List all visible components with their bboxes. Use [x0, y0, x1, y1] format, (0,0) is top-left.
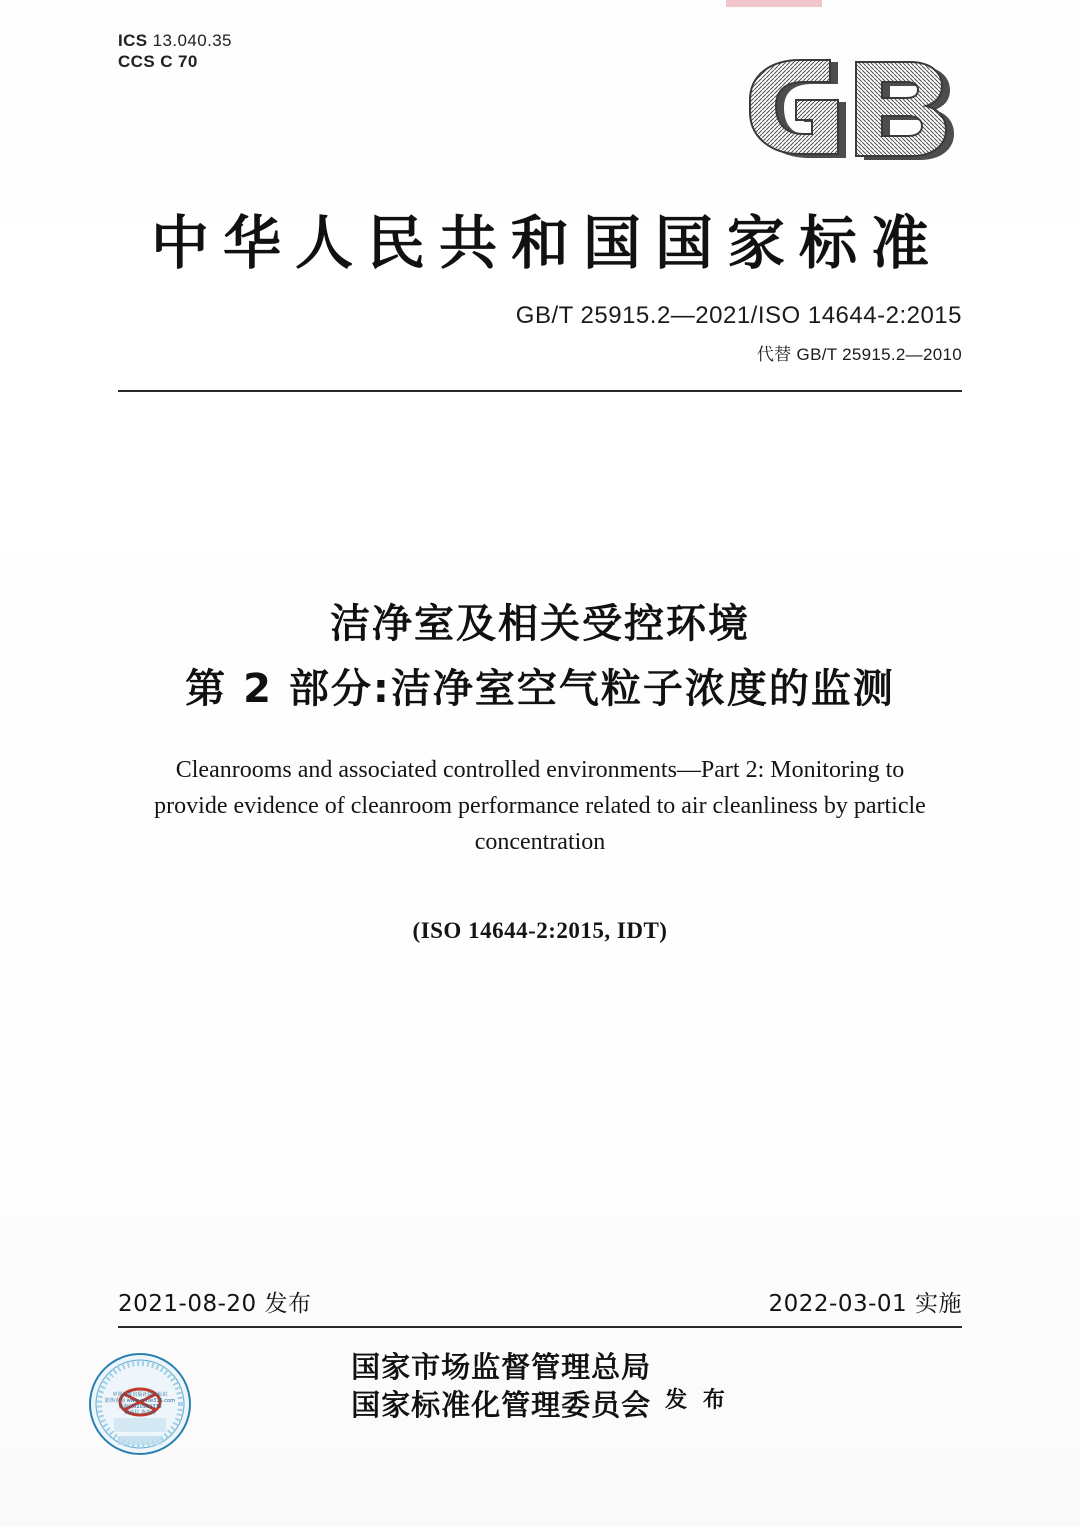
scan-artifact: [726, 0, 822, 7]
ccs-label: CCS: [118, 52, 156, 71]
ccs-value: C 70: [160, 52, 198, 71]
issuer-line2: 国家标准化管理委员会: [351, 1388, 652, 1422]
title-cn-line2: 第 2 部分:洁净室空气粒子浓度的监测: [185, 666, 895, 712]
issuer-names: [351, 1348, 651, 1424]
classification-block: [118, 30, 232, 72]
seal-ring-text: 中国标准出版社防伪标识: [112, 1392, 168, 1398]
seal-url-text: 防伪查询 www.cnhw315.com: [105, 1398, 175, 1404]
standard-number: GB/T 25915.2—2021/ISO 14644-2:2015: [515, 302, 962, 329]
issue-date: 2021-08-20 发布: [118, 1291, 312, 1317]
ics-label: ICS: [118, 31, 148, 50]
replaced-standard: 代替 GB/T 25915.2—2010: [756, 345, 962, 364]
anti-counterfeit-seal-icon: [88, 1352, 192, 1456]
iso-equivalence: (ISO 14644-2:2015, IDT): [412, 918, 668, 943]
effective-date: 2022-03-01 实施: [768, 1291, 962, 1317]
issuer-line1: 国家市场监督管理总局: [351, 1350, 652, 1384]
page-title: [0, 596, 1080, 720]
issuer-publish-label: 发 布: [665, 1387, 729, 1413]
header-divider: [118, 390, 962, 392]
ccs-line: [118, 51, 232, 72]
national-standard-title: 中华人民共和国国家标准: [150, 209, 943, 277]
title-cn-line1: 洁净室及相关受控环境: [330, 601, 750, 647]
seal-bottom-text: 刮涂层 查真伪: [124, 1410, 156, 1416]
ics-value: 13.040.35: [152, 31, 232, 50]
ics-line: [118, 30, 232, 51]
seal-code-text: 查询码520962335: [118, 1404, 162, 1410]
gb-logo-icon: [742, 58, 962, 178]
footer-divider: [118, 1326, 962, 1328]
title-en: Cleanrooms and associated controlled environments—Part 2: Monitoring to provide evidence of cleanroom performance related to air cleanliness by particle concentration: [154, 757, 926, 855]
